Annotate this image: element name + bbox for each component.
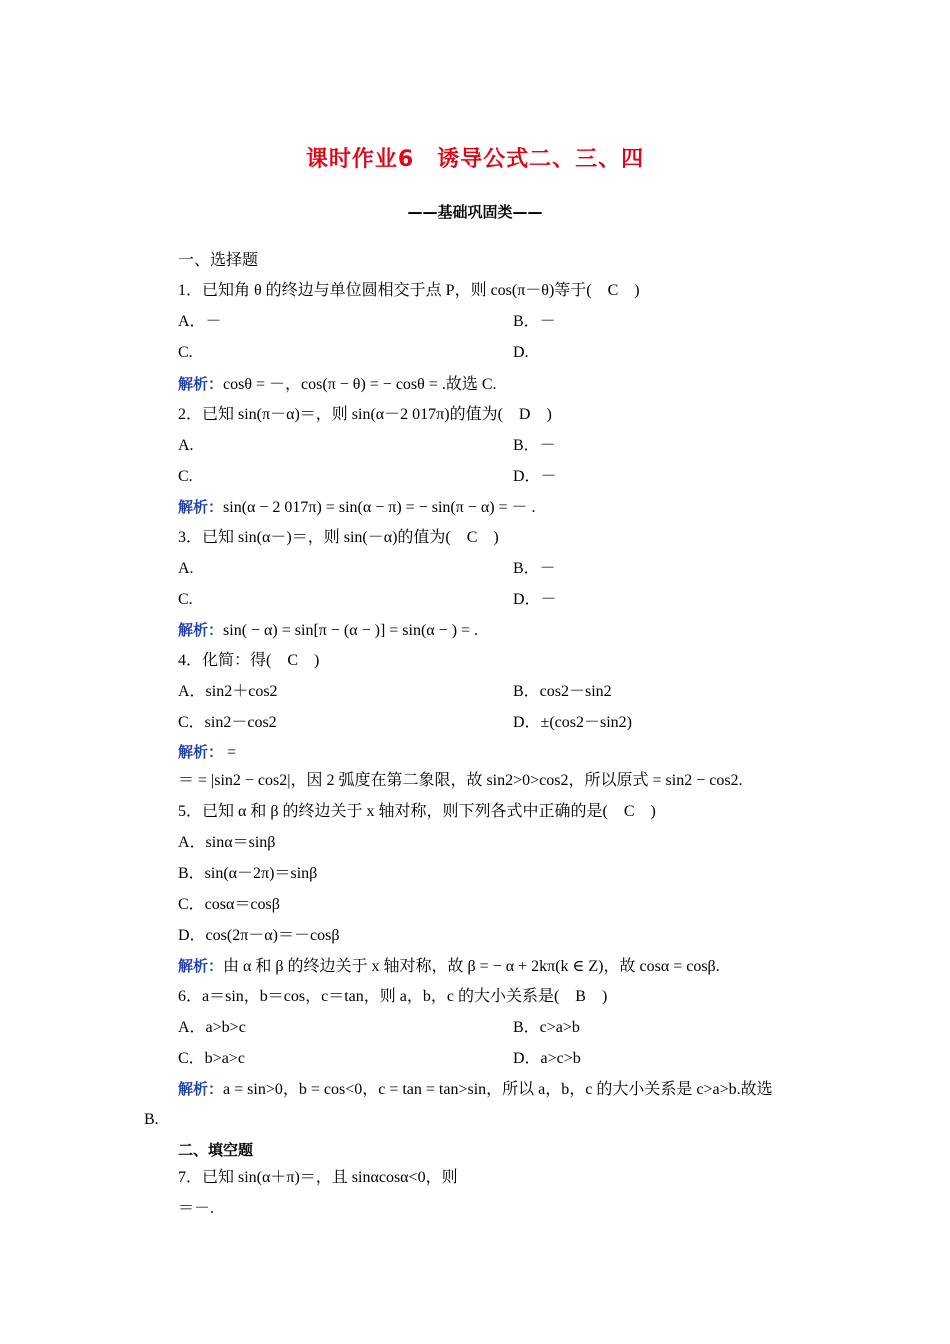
line-text: 2．已知 sin(π－α)＝，则 sin(α－2 017π)的值为( D ) [178, 406, 552, 423]
text-line [178, 436, 194, 456]
text-line [178, 251, 258, 271]
line-text: C．cosα＝cosβ [178, 896, 280, 913]
text-line [513, 436, 556, 456]
line-text: D．－ [513, 591, 557, 608]
text-line [178, 528, 499, 548]
text-line [178, 713, 277, 733]
line-text: B．c>a>b [513, 1019, 580, 1036]
solution-label: 解析： [178, 498, 224, 516]
text-line [178, 343, 193, 363]
line-text: 3．已知 sin(α－)＝，则 sin(－α)的值为( C ) [178, 529, 499, 546]
line-text: A．a>b>c [178, 1019, 246, 1036]
text-line [178, 802, 656, 822]
solution-line [178, 497, 536, 518]
text-line [513, 467, 557, 487]
solution-line [178, 374, 497, 395]
line-text: 7．已知 sin(α＋π)＝，且 sinαcosα<0，则 [178, 1169, 458, 1186]
line-text: D．±(cos2－sin2) [513, 714, 632, 731]
line-text: C．b>a>c [178, 1050, 245, 1067]
line-text: 6．a＝sin，b＝cos，c＝tan，则 a，b，c 的大小关系是( B ) [178, 988, 608, 1005]
line-text: cosθ = －，cos(π − θ) = − cosθ = .故选 C. [223, 376, 497, 393]
text-line [178, 1018, 246, 1038]
line-text: 4．化简：得( C ) [178, 652, 320, 669]
text-line [178, 590, 193, 610]
text-line [144, 1110, 159, 1130]
line-text: A．sinα＝sinβ [178, 834, 276, 851]
text-line [178, 682, 278, 702]
text-line [178, 1140, 253, 1160]
line-text: A．sin2＋cos2 [178, 683, 278, 700]
line-text: 5．已知 α 和 β 的终边关于 x 轴对称，则下列各式中正确的是( C ) [178, 803, 656, 820]
text-line [513, 1049, 581, 1069]
text-line [178, 833, 275, 853]
line-text: D. [513, 344, 529, 361]
solution-label: 解析： [178, 621, 224, 639]
line-text: A. [178, 437, 194, 454]
line-text: B. [144, 1111, 159, 1128]
solution-line [178, 620, 478, 641]
line-text: a = sin>0，b = cos<0，c = tan = tan>sin，所以 a，b，c 的大小关系是 c>a>b.故选 [223, 1081, 773, 1098]
line-text: B．－ [513, 437, 556, 454]
text-line [178, 895, 280, 915]
line-text: D．a>c>b [513, 1050, 581, 1067]
text-line [178, 1168, 458, 1188]
text-line [513, 559, 556, 579]
text-line [178, 771, 743, 791]
line-text: 1．已知角 θ 的终边与单位圆相交于点 P，则 cos(π－θ)等于( C ) [178, 282, 640, 299]
page-title: 课时作业6 诱导公式二、三、四 [305, 147, 645, 172]
text-line [178, 1049, 245, 1069]
solution-line [178, 742, 236, 763]
text-line [178, 651, 319, 671]
line-text: 由 α 和 β 的终边关于 x 轴对称，故 β = − α + 2kπ(k ∈ Z)，故 cosα = cosβ. [223, 958, 720, 975]
text-line [513, 1018, 580, 1038]
line-text: D．cos(2π－α)＝－cosβ [178, 927, 340, 944]
section-subtitle: ——基础巩固类—— [407, 203, 543, 221]
text-line [178, 467, 193, 487]
text-line [513, 590, 557, 610]
text-line [178, 864, 317, 884]
line-text: D．－ [513, 468, 557, 485]
solution-label: 解析： [178, 957, 224, 975]
line-text: C. [178, 468, 193, 485]
solution-line [178, 956, 720, 977]
line-text: B．－ [513, 313, 556, 330]
text-line [178, 987, 607, 1007]
solution-label: 解析： [178, 375, 224, 393]
line-text: sin( − α) = sin[π − (α − )] = sin(α − ) = . [223, 622, 479, 639]
text-line [178, 405, 552, 425]
solution-label: 解析： [178, 1080, 224, 1098]
line-text: sin(α − 2 017π) = sin(α − π) = − sin(π − α) = － . [223, 499, 536, 516]
line-text: C．sin2－cos2 [178, 714, 277, 731]
line-text: A. [178, 560, 194, 577]
line-text: A．－ [178, 313, 222, 330]
text-line [178, 1199, 214, 1219]
line-text: B．－ [513, 560, 556, 577]
line-text: 二、填空题 [178, 1141, 254, 1159]
line-text: = [223, 744, 237, 761]
solution-label: 解析： [178, 743, 224, 761]
text-line [513, 682, 612, 702]
text-line [513, 713, 632, 733]
line-text: B．cos2－sin2 [513, 683, 612, 700]
line-text: ＝－. [178, 1200, 215, 1217]
text-line [178, 559, 194, 579]
text-line [178, 281, 640, 301]
text-line [178, 312, 222, 332]
line-text: B．sin(α－2π)＝sinβ [178, 865, 318, 882]
text-line [513, 343, 529, 363]
text-line [178, 926, 339, 946]
line-text: ＝ = |sin2 − cos2|，因 2 弧度在第二象限，故 sin2>0>cos2，所以原式 = sin2 − cos2. [178, 772, 743, 789]
solution-line [178, 1079, 773, 1100]
line-text: C. [178, 344, 193, 361]
line-text: 一、选择题 [178, 252, 259, 269]
text-line [513, 312, 556, 332]
line-text: C. [178, 591, 193, 608]
